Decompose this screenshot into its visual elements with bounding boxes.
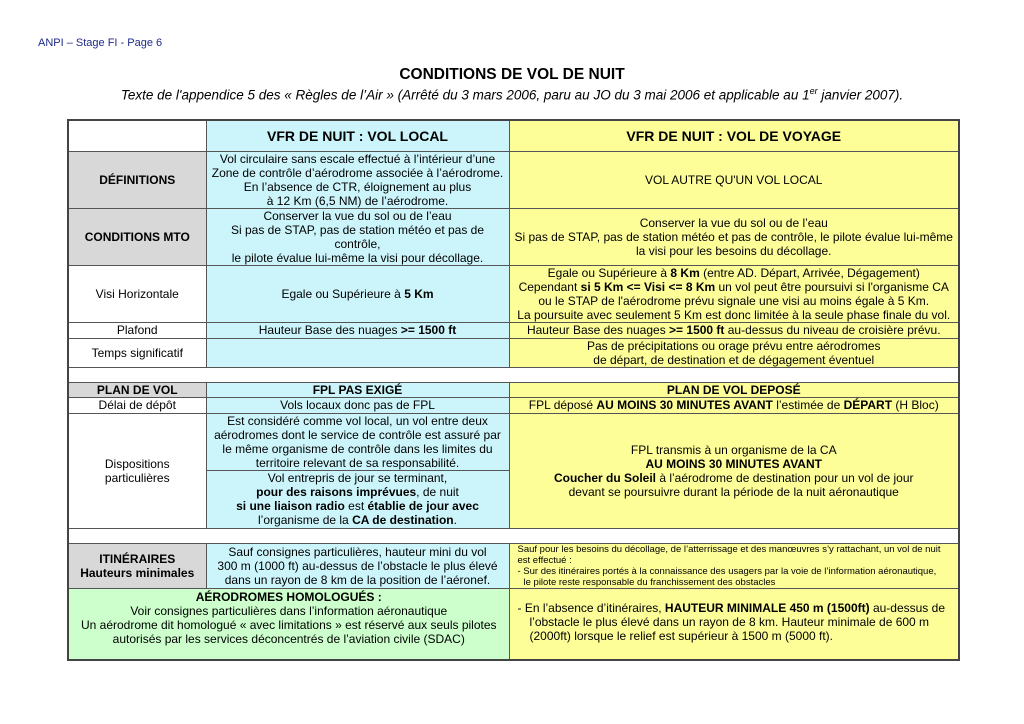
row-label-plafond: Plafond xyxy=(68,322,206,338)
table-header-row xyxy=(68,120,959,151)
itineraires-local: Sauf consignes particulières, hauteur mini du vol 300 m (1000 ft) au-dessus de l’obstacle le plus élevé dans un rayon de 8 km de la position de l’aéronef. xyxy=(206,543,509,588)
row-temps xyxy=(68,338,959,367)
page-title: CONDITIONS DE VOL DE NUIT xyxy=(399,66,625,83)
col-header-voyage: VFR DE NUIT : VOL DE VOYAGE xyxy=(509,120,959,151)
itineraires-voyage: Sauf pour les besoins du décollage, de l’atterrissage et des manœuvres s’y rattachant, un vol de nuit est effectué : - Sur des itinéraires portés à la connaissance des usagers par la voie de l’information aéronautique, le pilote reste responsable du franchissement des obstacles xyxy=(509,543,959,588)
row-itineraires xyxy=(68,543,959,588)
row-label-temps: Temps significatif xyxy=(68,338,206,367)
mto-voyage: Conserver la vue du sol ou de l’eau Si pas de STAP, pas de station météo et pas de contrôle, le pilote évalue lui-même la visi pour les besoins du décollage. xyxy=(509,208,959,265)
row-label-visi: Visi Horizontale xyxy=(68,265,206,322)
aerodromes-cell: AÉRODROMES HOMOLOGUÉS : Voir consignes particulières dans l’information aéronautique Un aérodrome dit homologué « avec limitations » est réservé aux seuls pilotes autorisés par les services déconcentrés de l’aviation civile (SDAC) xyxy=(68,588,509,660)
delai-local: Vols locaux donc pas de FPL xyxy=(206,397,509,413)
empty-corner-cell xyxy=(68,120,206,151)
row-mto xyxy=(68,208,959,265)
row-label-dispositions: Dispositions particulières xyxy=(68,413,206,528)
spacer-cell xyxy=(68,528,959,543)
row-label-delai: Délai de dépôt xyxy=(68,397,206,413)
row-label-plan: PLAN DE VOL xyxy=(68,382,206,397)
temps-local xyxy=(206,338,509,367)
dispositions-local-2: Vol entrepris de jour se terminant, pour des raisons imprévues, de nuit si une liaison radio est établie de jour avec l’organisme de la CA de destination. xyxy=(206,470,509,528)
dispositions-local-1: Est considéré comme vol local, un vol entre deux aérodromes dont le service de contrôle est assuré par le même organisme de contrôle dans les limites du territoire relevant de sa responsabilité. xyxy=(206,413,509,470)
row-plafond xyxy=(68,322,959,338)
plafond-local: Hauteur Base des nuages >= 1500 ft xyxy=(206,322,509,338)
aerodromes-voyage: - En l’absence d’itinéraires, HAUTEUR MINIMALE 450 m (1500ft) au-dessus de l’obstacle le plus élevé dans un rayon de 8 km. Hauteur minimale de 600 m (2000ft) lorsque le relief est supérieur à 1500 m (5000 ft). xyxy=(509,588,959,660)
spacer-row xyxy=(68,528,959,543)
row-aerodromes xyxy=(68,588,959,660)
visi-voyage: Egale ou Supérieure à 8 Km (entre AD. Départ, Arrivée, Dégagement) Cependant si 5 Km <= Visi <= 8 Km un vol peut être poursuivi si l'organisme CA ou le STAP de l'aérodrome prévu signale une visi au moins égale à 5 Km. La poursuite avec seulement 5 Km est donc limitée à la seule phase finale du vol. xyxy=(509,265,959,322)
row-label-mto: CONDITIONS MTO xyxy=(68,208,206,265)
spacer-cell xyxy=(68,367,959,382)
page-header: ANPI – Stage FI - Page 6 xyxy=(38,37,163,49)
page-subtitle: Texte de l'appendice 5 des « Règles de l’Air » (Arrêté du 3 mars 2006, paru au JO du 3 mai 2006 et applicable au 1er janvier 2007). xyxy=(120,86,904,103)
row-label-definitions: DÉFINITIONS xyxy=(68,151,206,208)
spacer-row xyxy=(68,367,959,382)
mto-local: Conserver la vue du sol ou de l’eau Si pas de STAP, pas de station météo et pas de contrôle, le pilote évalue lui-même la visi pour décollage. xyxy=(206,208,509,265)
row-dispositions-1 xyxy=(68,413,959,470)
plan-voyage: PLAN DE VOL DEPOSÉ xyxy=(509,382,959,397)
row-label-itineraires: ITINÉRAIRES Hauteurs minimales xyxy=(68,543,206,588)
row-visi xyxy=(68,265,959,322)
definitions-local: Vol circulaire sans escale effectué à l’intérieur d’une Zone de contrôle d’aérodrome associée à l’aérodrome. En l’absence de CTR, éloignement au plus à 12 Km (6,5 NM) de l’aérodrome. xyxy=(206,151,509,208)
temps-voyage: Pas de précipitations ou orage prévu entre aérodromes de départ, de destination et de dégagement éventuel xyxy=(509,338,959,367)
definitions-voyage: VOL AUTRE QU'UN VOL LOCAL xyxy=(509,151,959,208)
row-delai xyxy=(68,397,959,413)
night-flight-table xyxy=(67,119,960,661)
col-header-local: VFR DE NUIT : VOL LOCAL xyxy=(206,120,509,151)
row-plan xyxy=(68,382,959,397)
plan-local: FPL PAS EXIGÉ xyxy=(206,382,509,397)
plafond-voyage: Hauteur Base des nuages >= 1500 ft au-dessus du niveau de croisière prévu. xyxy=(509,322,959,338)
row-definitions xyxy=(68,151,959,208)
visi-local: Egale ou Supérieure à 5 Km xyxy=(206,265,509,322)
dispositions-voyage: FPL transmis à un organisme de la CA AU MOINS 30 MINUTES AVANT Coucher du Soleil à l’aérodrome de destination pour un vol de jour devant se poursuivre durant la période de la nuit aéronautique xyxy=(509,413,959,528)
delai-voyage: FPL déposé AU MOINS 30 MINUTES AVANT l’estimée de DÉPART (H Bloc) xyxy=(509,397,959,413)
